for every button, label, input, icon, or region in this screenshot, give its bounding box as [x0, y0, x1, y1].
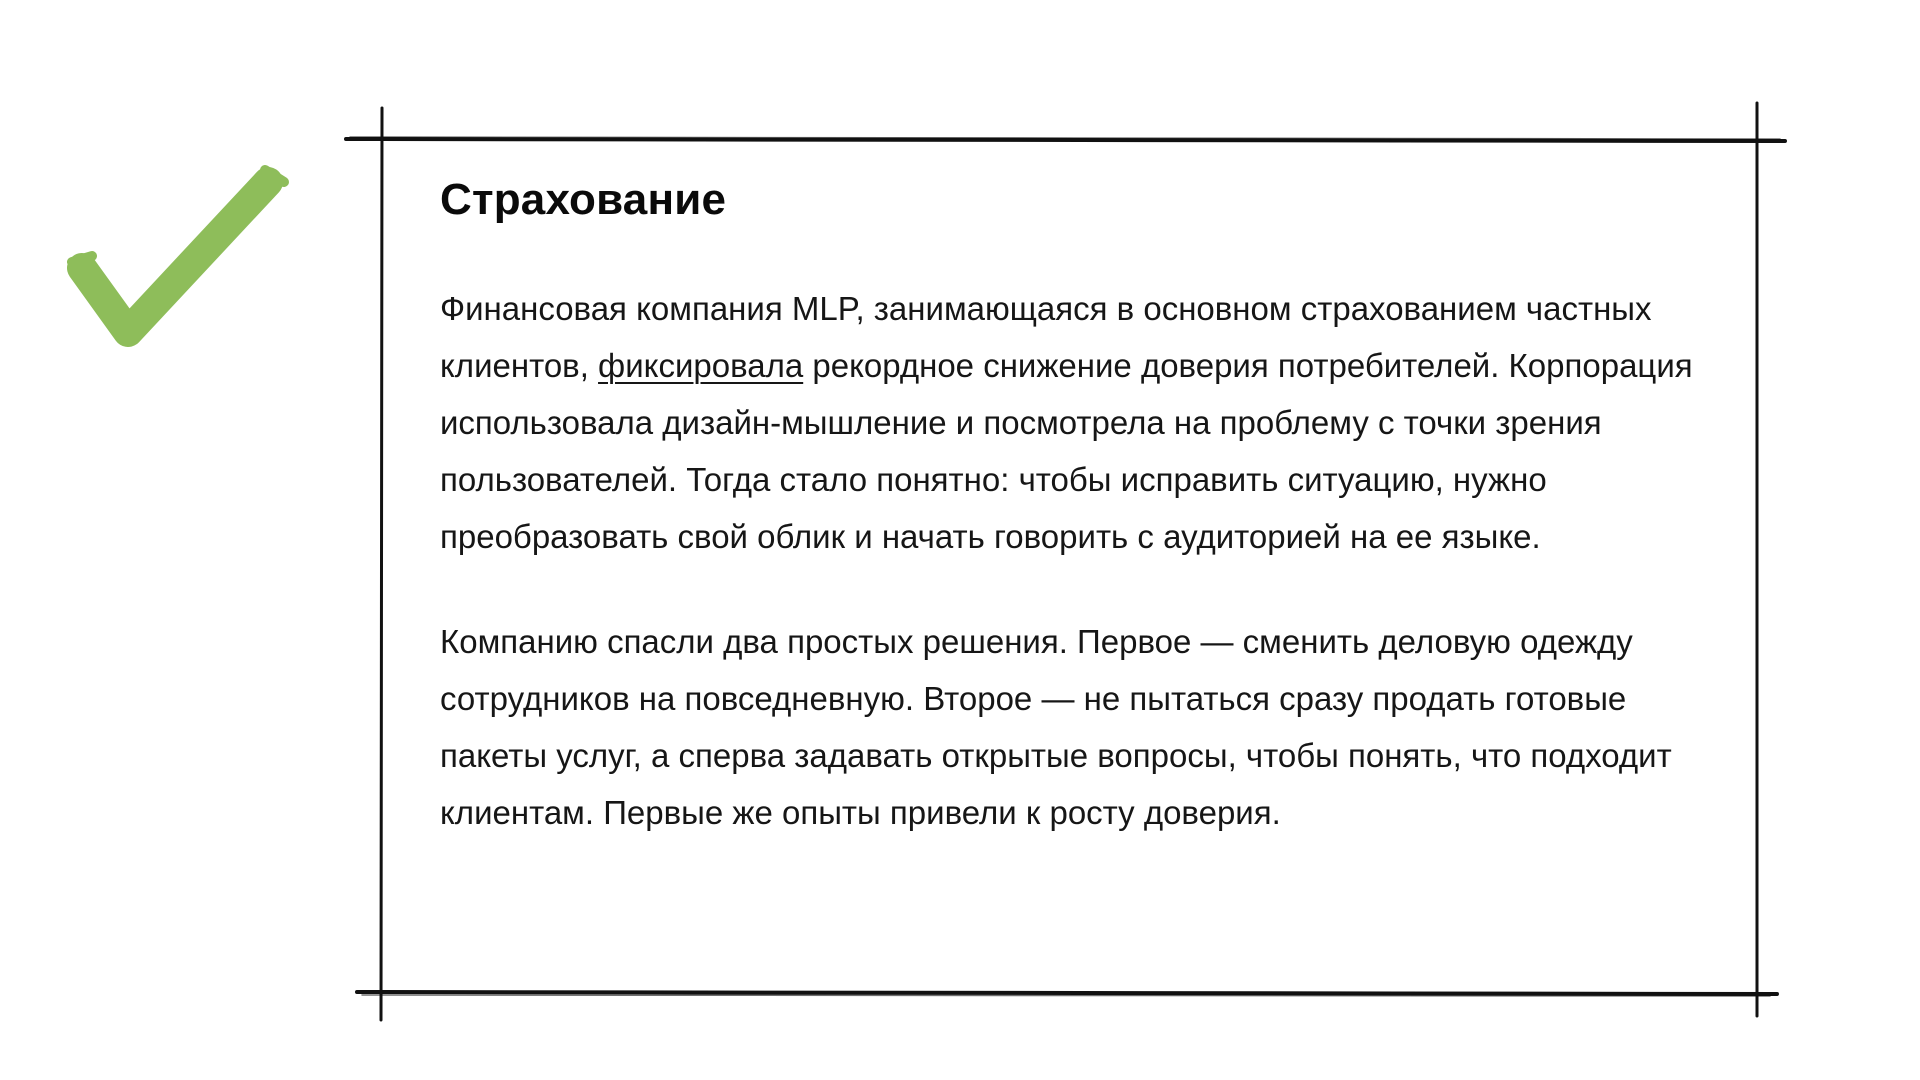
paragraph-2: Компанию спасли два простых решения. Первое — сменить деловую одежду сотрудников на повседневную. Второе — не пытаться сразу продать готовые пакеты услуг, а сперва задавать открытые вопросы, чтобы понять, что подходит клиентам. Первые же опыты привели к росту доверия. — [440, 623, 1672, 831]
paragraph-1-text-start: Финансовая компания MLP, занимающаяся в основном страхованием частных клиентов, — [440, 290, 1652, 384]
paragraph-1 — [440, 280, 1740, 565]
fixed-link[interactable]: фиксировала — [598, 347, 804, 384]
paragraph-1-text-end: рекордное снижение доверия потребителей. Корпорация использовала дизайн-мышление и посмотрела на проблему с точки зрения пользователей. Тогда стало понятно: чтобы исправить ситуацию, нужно преобразовать свой облик и начать говорить с аудиторией на ее языке. — [440, 347, 1693, 555]
article-card — [440, 172, 1740, 841]
checkmark-icon — [60, 160, 295, 375]
card-title: Страхование — [440, 175, 727, 224]
